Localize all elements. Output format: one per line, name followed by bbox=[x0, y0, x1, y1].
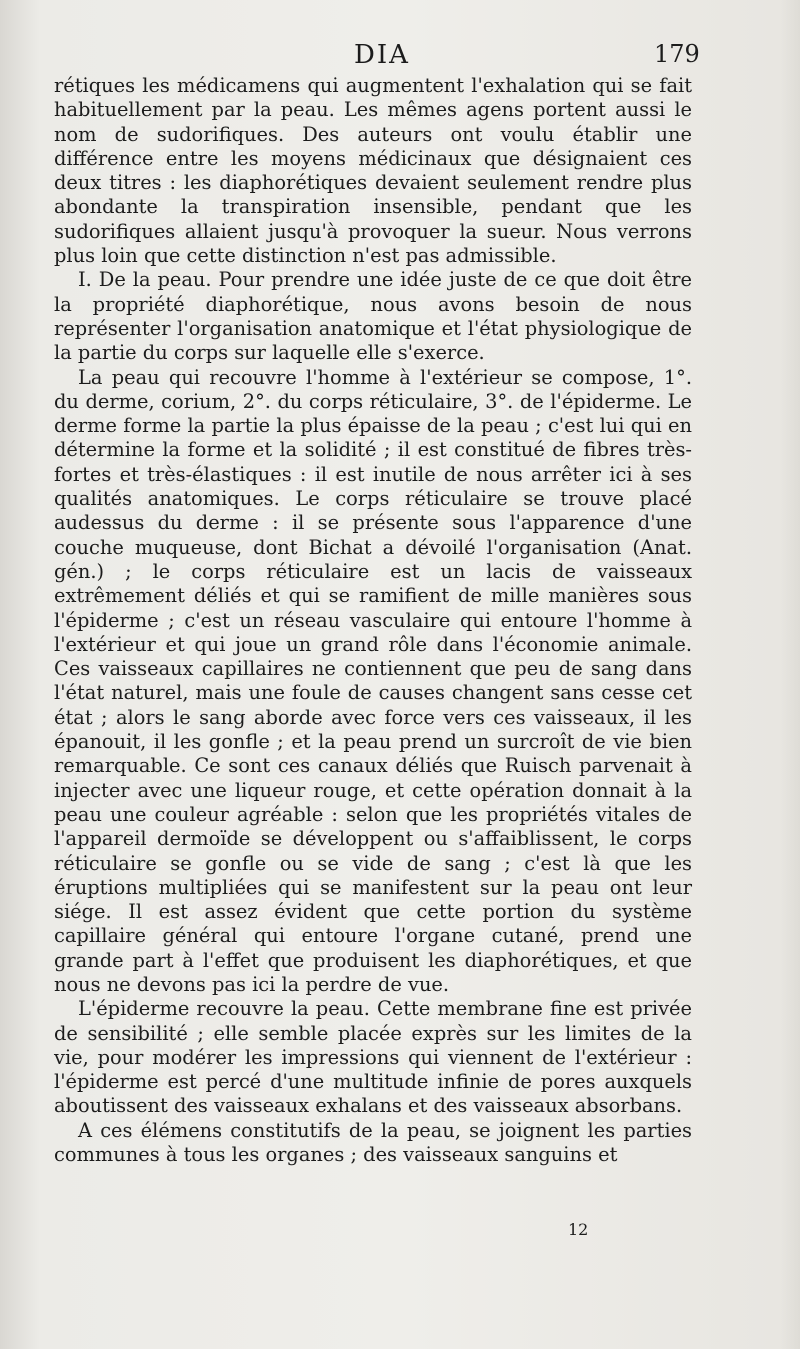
paragraph-2: I. De la peau. Pour prendre une idée juste de ce que doit être la propriété diaphorétique, nous avons besoin de nous représenter l'organisation anatomique et l'état physiologique de la partie du corps sur laquelle elle s'exerce. bbox=[54, 268, 692, 365]
running-head: DIA bbox=[354, 40, 410, 70]
page-number: 179 bbox=[654, 40, 700, 68]
signature-mark: 12 bbox=[568, 1220, 589, 1239]
page-body bbox=[54, 74, 692, 1167]
paragraph-3: La peau qui recouvre l'homme à l'extérieur se compose, 1°. du derme, corium, 2°. du corps réticulaire, 3°. de l'épiderme. Le derme forme la partie la plus épaisse de la peau ; c'est lui qui en détermine la forme et la solidité ; il est constitué de fibres très-fortes et très-élastiques : il est inutile de nous arrêter ici à ses qualités anatomiques. Le corps réticulaire se trouve placé audessus du derme : il se présente sous l'apparence d'une couche muqueuse, dont Bichat a dévoilé l'organisation (Anat. gén.) ; le corps réticulaire est un lacis de vaisseaux extrêmement déliés et qui se ramifient de mille manières sous l'épiderme ; c'est un réseau vasculaire qui entoure l'homme à l'extérieur et qui joue un grand rôle dans l'économie animale. Ces vaisseaux capillaires ne contiennent que peu de sang dans l'état naturel, mais une foule de causes changent sans cesse cet état ; alors le sang aborde avec force vers ces vaisseaux, il les épanouit, il les gonfle ; et la peau prend un surcroît de vie bien remarquable. Ce sont ces canaux déliés que Ruisch parvenait à injecter avec une liqueur rouge, et cette opération donnait à la peau une couleur agréable : selon que les propriétés vitales de l'appareil dermoïde se développent ou s'affaiblissent, le corps réticulaire se gonfle ou se vide de sang ; c'est là que les éruptions multipliées qui se manifestent sur la peau ont leur siége. Il est assez évident que cette portion du système capillaire général qui entoure l'organe cutané, prend une grande part à l'effet que produisent les diaphorétiques, et que nous ne devons pas ici la perdre de vue. bbox=[54, 365, 692, 996]
paragraph-1: rétiques les médicamens qui augmentent l'exhalation qui se fait habituellement par la peau. Les mêmes agens portent aussi le nom de sudorifiques. Des auteurs ont voulu établir une différence entre les moyens médicinaux que désignaient ces deux titres : les diaphorétiques devaient seulement rendre plus abondante la transpiration insensible, pendant que les sudorifiques allaient jusqu'à provoquer la sueur. Nous verrons plus loin que cette distinction n'est pas admissible. bbox=[54, 74, 692, 268]
page-header bbox=[54, 40, 700, 74]
paragraph-5: A ces élémens constitutifs de la peau, se joignent les parties communes à tous les organes ; des vaisseaux sanguins et bbox=[54, 1118, 692, 1167]
paragraph-4: L'épiderme recouvre la peau. Cette membrane fine est privée de sensibilité ; elle semble placée exprès sur les limites de la vie, pour modérer les impressions qui viennent de l'extérieur : l'épiderme est percé d'une multitude infinie de pores auxquels aboutissent des vaisseaux exhalans et des vaisseaux absorbans. bbox=[54, 997, 692, 1118]
